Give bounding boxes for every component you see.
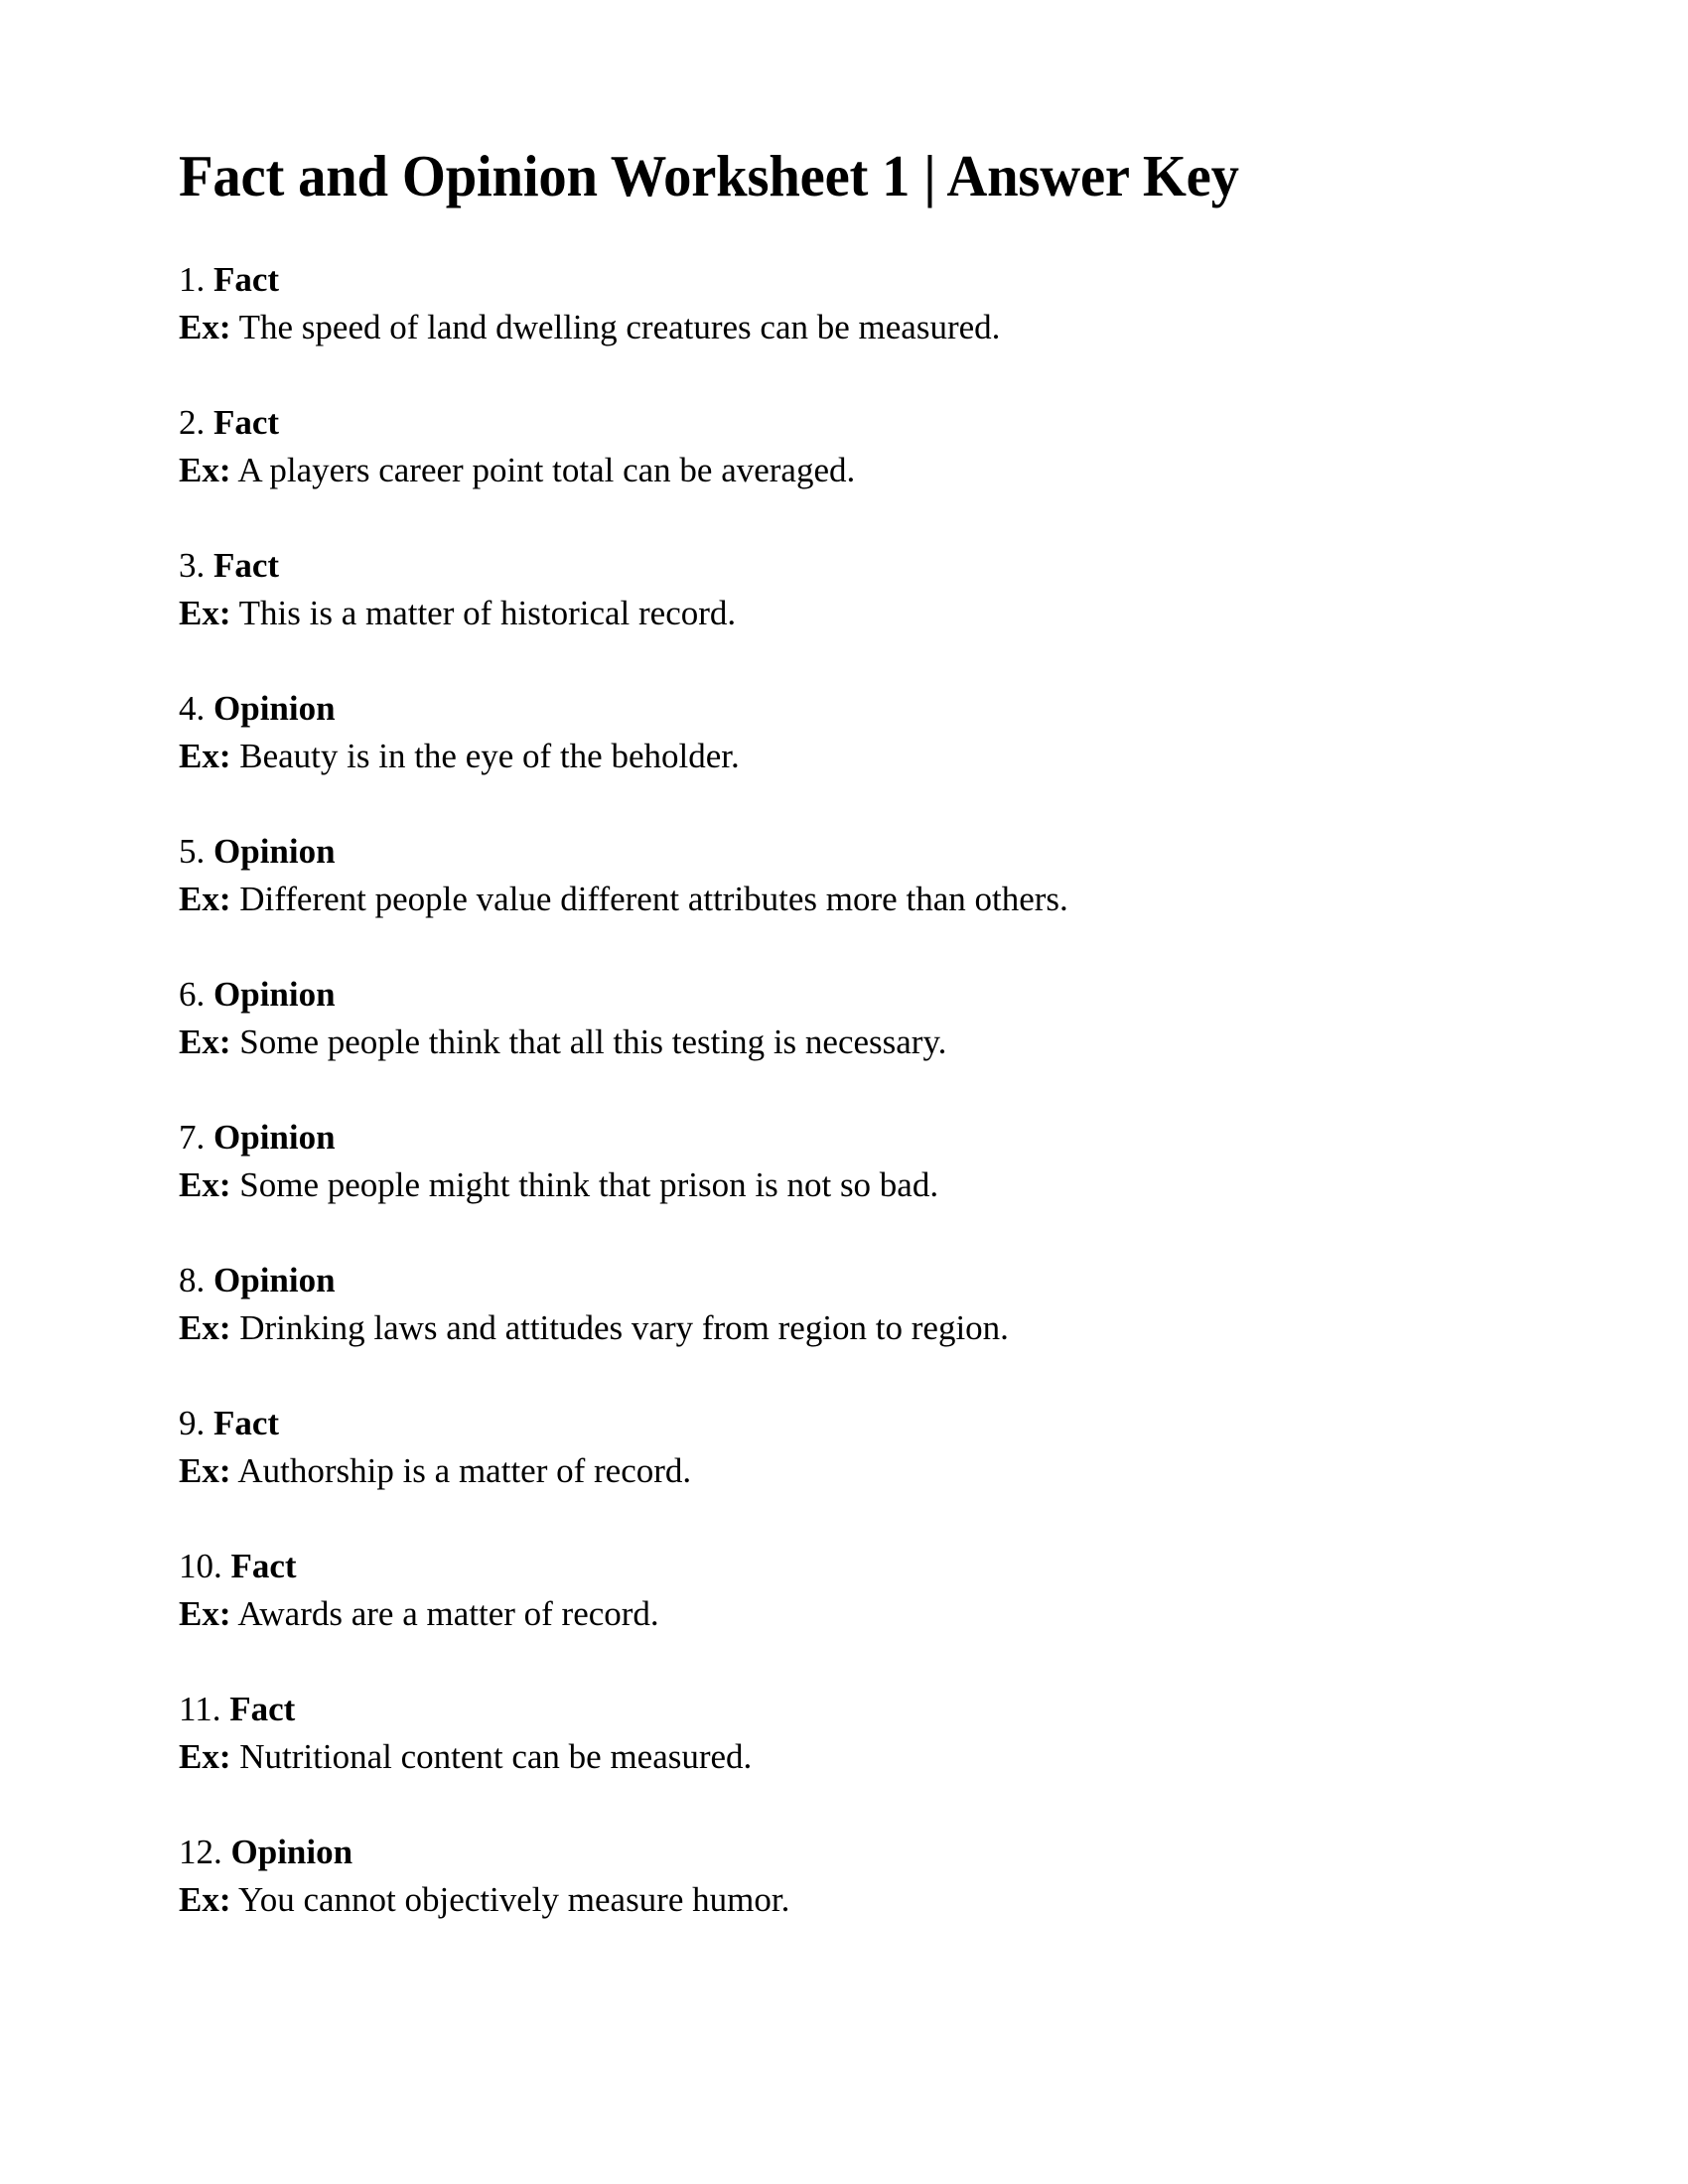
example-line (179, 1876, 1509, 1924)
answer-item (179, 828, 1509, 923)
example-label: Ex: (179, 308, 231, 346)
example-line (179, 447, 1509, 494)
answer-item (179, 685, 1509, 780)
example-line (179, 1447, 1509, 1495)
example-label: Ex: (179, 1023, 231, 1061)
answer-item (179, 1829, 1509, 1924)
example-text: A players career point total can be averaged. (237, 451, 856, 489)
item-number: 4. (179, 689, 206, 728)
answer-line (179, 1543, 1509, 1590)
example-text: You cannot objectively measure humor. (237, 1880, 790, 1919)
example-line (179, 304, 1509, 351)
item-number: 10. (179, 1547, 222, 1585)
example-label: Ex: (179, 1880, 231, 1919)
item-answer-label: Opinion (213, 975, 336, 1014)
answer-line (179, 542, 1509, 590)
item-answer-label: Opinion (213, 832, 336, 871)
example-text: The speed of land dwelling creatures can be measured. (238, 308, 1001, 346)
answer-line (179, 1400, 1509, 1447)
example-label: Ex: (179, 1737, 231, 1776)
example-label: Ex: (179, 594, 231, 632)
item-number: 9. (179, 1404, 206, 1442)
item-number: 11. (179, 1690, 221, 1728)
item-number: 2. (179, 403, 206, 442)
item-answer-label: Fact (213, 403, 280, 442)
item-answer-label: Fact (213, 1404, 280, 1442)
answer-item (179, 1257, 1509, 1352)
example-line (179, 733, 1509, 780)
example-text: Nutritional content can be measured. (239, 1737, 753, 1776)
item-number: 5. (179, 832, 206, 871)
example-label: Ex: (179, 880, 231, 918)
example-label: Ex: (179, 1451, 231, 1490)
answer-line (179, 828, 1509, 876)
item-number: 6. (179, 975, 206, 1014)
example-text: Authorship is a matter of record. (237, 1451, 692, 1490)
page-title: Fact and Opinion Worksheet 1 | Answer Key (179, 143, 1239, 208)
item-number: 8. (179, 1261, 206, 1299)
answer-line (179, 399, 1509, 447)
item-number: 12. (179, 1833, 222, 1871)
item-answer-label: Opinion (230, 1833, 353, 1871)
example-text: This is a matter of historical record. (238, 594, 737, 632)
answer-line (179, 1114, 1509, 1161)
item-answer-label: Fact (213, 260, 280, 299)
item-number: 3. (179, 546, 206, 585)
example-line (179, 1590, 1509, 1638)
example-label: Ex: (179, 1165, 231, 1204)
example-line (179, 1019, 1509, 1066)
example-line (179, 876, 1509, 923)
answer-item (179, 542, 1509, 637)
answer-key-list (179, 256, 1509, 1924)
answer-item (179, 1543, 1509, 1638)
item-number: 1. (179, 260, 206, 299)
answer-line (179, 685, 1509, 733)
example-text: Awards are a matter of record. (237, 1594, 659, 1633)
example-text: Different people value different attributes more than others. (239, 880, 1068, 918)
example-text: Drinking laws and attitudes vary from region to region. (239, 1308, 1009, 1347)
example-text: Some people think that all this testing is necessary. (239, 1023, 947, 1061)
example-line (179, 1304, 1509, 1352)
item-answer-label: Opinion (213, 1261, 336, 1299)
example-line (179, 590, 1509, 637)
example-text: Beauty is in the eye of the beholder. (239, 737, 740, 775)
example-line (179, 1733, 1509, 1781)
answer-item (179, 971, 1509, 1066)
example-label: Ex: (179, 1308, 231, 1347)
answer-item (179, 1686, 1509, 1781)
answer-item (179, 1114, 1509, 1209)
answer-line (179, 256, 1509, 304)
answer-item (179, 399, 1509, 494)
example-line (179, 1161, 1509, 1209)
item-answer-label: Fact (230, 1547, 297, 1585)
item-answer-label: Fact (213, 546, 280, 585)
answer-item (179, 1400, 1509, 1495)
item-answer-label: Opinion (213, 1118, 336, 1157)
item-answer-label: Fact (229, 1690, 296, 1728)
example-label: Ex: (179, 1594, 231, 1633)
answer-line (179, 971, 1509, 1019)
example-label: Ex: (179, 737, 231, 775)
example-label: Ex: (179, 451, 231, 489)
answer-line (179, 1686, 1509, 1733)
answer-item (179, 256, 1509, 351)
answer-line (179, 1829, 1509, 1876)
answer-line (179, 1257, 1509, 1304)
item-number: 7. (179, 1118, 206, 1157)
item-answer-label: Opinion (213, 689, 336, 728)
example-text: Some people might think that prison is not so bad. (239, 1165, 939, 1204)
